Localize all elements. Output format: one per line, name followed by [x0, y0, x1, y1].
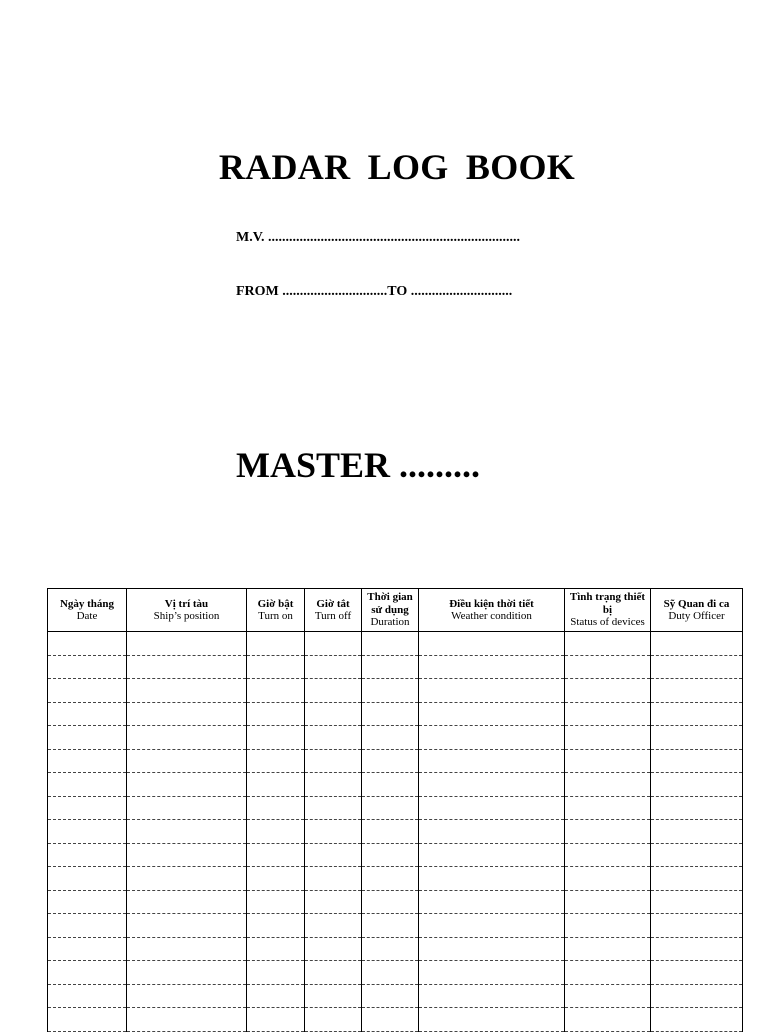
table-cell[interactable] — [247, 1008, 305, 1032]
table-cell[interactable] — [247, 632, 305, 656]
table-cell[interactable] — [247, 937, 305, 961]
table-cell[interactable] — [247, 867, 305, 891]
table-cell[interactable] — [565, 796, 651, 820]
table-cell[interactable] — [651, 961, 743, 985]
table-row — [48, 984, 743, 1008]
table-row — [48, 749, 743, 773]
table-cell[interactable] — [651, 867, 743, 891]
table-cell[interactable] — [419, 749, 565, 773]
table-cell[interactable] — [305, 749, 362, 773]
table-cell[interactable] — [362, 632, 419, 656]
table-cell[interactable] — [247, 843, 305, 867]
table-cell[interactable] — [651, 820, 743, 844]
column-header-en: Status of devices — [570, 616, 645, 629]
table-cell[interactable] — [419, 1008, 565, 1032]
column-header-turn-on — [247, 589, 305, 632]
table-cell[interactable] — [247, 890, 305, 914]
table-cell[interactable] — [48, 984, 127, 1008]
table-cell[interactable] — [48, 890, 127, 914]
table-cell[interactable] — [419, 702, 565, 726]
table-cell[interactable] — [362, 843, 419, 867]
table-row — [48, 890, 743, 914]
table-cell[interactable] — [247, 655, 305, 679]
table-cell[interactable] — [565, 679, 651, 703]
column-header-vn: Giờ tắt — [316, 597, 350, 610]
table-cell[interactable] — [419, 655, 565, 679]
table-cell[interactable] — [127, 867, 247, 891]
table-cell[interactable] — [48, 632, 127, 656]
table-cell[interactable] — [247, 961, 305, 985]
column-header-vn: Thời gian sử dụng — [367, 591, 413, 616]
table-cell[interactable] — [419, 820, 565, 844]
table-cell[interactable] — [48, 843, 127, 867]
table-cell[interactable] — [651, 843, 743, 867]
table-cell[interactable] — [48, 961, 127, 985]
column-header-duty-officer — [651, 589, 743, 632]
table-cell[interactable] — [651, 1008, 743, 1032]
table-cell[interactable] — [305, 890, 362, 914]
column-header-vn: Sỹ Quan đi ca — [663, 597, 730, 610]
table-row — [48, 796, 743, 820]
table-cell[interactable] — [127, 890, 247, 914]
table-cell[interactable] — [362, 773, 419, 797]
table-row — [48, 679, 743, 703]
table-cell[interactable] — [565, 961, 651, 985]
table-cell[interactable] — [565, 726, 651, 750]
table-cell[interactable] — [127, 820, 247, 844]
table-cell[interactable] — [48, 655, 127, 679]
table-row — [48, 726, 743, 750]
table-cell[interactable] — [362, 914, 419, 938]
table-cell[interactable] — [651, 796, 743, 820]
table-row — [48, 632, 743, 656]
table-cell[interactable] — [362, 961, 419, 985]
table-cell[interactable] — [127, 937, 247, 961]
table-cell[interactable] — [419, 726, 565, 750]
column-header-en: Weather condition — [451, 610, 532, 622]
table-cell[interactable] — [419, 843, 565, 867]
table-cell[interactable] — [305, 632, 362, 656]
column-header-vn: Tình trạng thiết bị — [569, 591, 646, 616]
column-header-date — [48, 589, 127, 632]
table-cell[interactable] — [419, 914, 565, 938]
table-cell[interactable] — [419, 773, 565, 797]
table-cell[interactable] — [127, 843, 247, 867]
table-cell[interactable] — [247, 796, 305, 820]
table-cell[interactable] — [127, 702, 247, 726]
voyage-from-to-field: FROM ..............................TO ............................. — [236, 284, 513, 299]
table-cell[interactable] — [247, 914, 305, 938]
table-cell[interactable] — [651, 984, 743, 1008]
column-header-en: Duty Officer — [668, 610, 725, 622]
table-cell[interactable] — [127, 961, 247, 985]
table-cell[interactable] — [651, 890, 743, 914]
column-header-turn-off — [305, 589, 362, 632]
table-cell[interactable] — [247, 984, 305, 1008]
table-cell[interactable] — [48, 726, 127, 750]
table-cell[interactable] — [305, 843, 362, 867]
column-header-en: Turn off — [314, 610, 352, 622]
table-cell[interactable] — [362, 702, 419, 726]
table-cell[interactable] — [305, 984, 362, 1008]
table-cell[interactable] — [362, 726, 419, 750]
table-cell[interactable] — [305, 796, 362, 820]
table-cell[interactable] — [419, 890, 565, 914]
table-cell[interactable] — [127, 749, 247, 773]
column-header-device-status — [565, 589, 651, 632]
table-cell[interactable] — [362, 796, 419, 820]
column-header-vn: Điều kiện thời tiết — [449, 597, 534, 610]
table-cell[interactable] — [305, 679, 362, 703]
table-cell[interactable] — [565, 890, 651, 914]
table-cell[interactable] — [565, 749, 651, 773]
table-cell[interactable] — [419, 632, 565, 656]
table-cell[interactable] — [305, 914, 362, 938]
table-cell[interactable] — [565, 937, 651, 961]
table-cell[interactable] — [48, 796, 127, 820]
table-cell[interactable] — [565, 773, 651, 797]
table-row — [48, 655, 743, 679]
table-cell[interactable] — [419, 961, 565, 985]
table-cell[interactable] — [247, 820, 305, 844]
table-cell[interactable] — [48, 749, 127, 773]
table-cell[interactable] — [362, 984, 419, 1008]
table-cell[interactable] — [651, 702, 743, 726]
document-title: RADAR LOG BOOK — [218, 147, 576, 187]
table-cell[interactable] — [305, 867, 362, 891]
table-cell[interactable] — [565, 984, 651, 1008]
table-cell[interactable] — [362, 679, 419, 703]
table-cell[interactable] — [565, 843, 651, 867]
column-header-vn: Vị trí tàu — [164, 597, 209, 610]
table-cell[interactable] — [247, 773, 305, 797]
table-row — [48, 1008, 743, 1032]
column-header-position — [127, 589, 247, 632]
table-cell[interactable] — [127, 914, 247, 938]
table-row — [48, 961, 743, 985]
table-cell[interactable] — [48, 702, 127, 726]
table-cell[interactable] — [362, 867, 419, 891]
table-cell[interactable] — [362, 890, 419, 914]
table-cell[interactable] — [127, 655, 247, 679]
table-cell[interactable] — [651, 773, 743, 797]
table-cell[interactable] — [419, 679, 565, 703]
table-cell[interactable] — [651, 726, 743, 750]
table-cell[interactable] — [651, 749, 743, 773]
table-cell[interactable] — [651, 937, 743, 961]
table-cell[interactable] — [362, 937, 419, 961]
master-name-field: MASTER ......... — [236, 445, 481, 485]
table-cell[interactable] — [48, 937, 127, 961]
table-cell[interactable] — [565, 632, 651, 656]
column-header-weather — [419, 589, 565, 632]
table-cell[interactable] — [419, 937, 565, 961]
column-header-duration — [362, 589, 419, 632]
table-cell[interactable] — [362, 749, 419, 773]
table-row — [48, 843, 743, 867]
table-cell[interactable] — [565, 867, 651, 891]
table-cell[interactable] — [419, 984, 565, 1008]
column-header-en: Date — [76, 610, 98, 622]
table-cell[interactable] — [419, 867, 565, 891]
table-cell[interactable] — [127, 679, 247, 703]
column-header-en: Ship’s position — [153, 610, 220, 622]
table-row — [48, 937, 743, 961]
table-row — [48, 820, 743, 844]
table-row — [48, 702, 743, 726]
table-cell[interactable] — [247, 679, 305, 703]
table-cell[interactable] — [305, 961, 362, 985]
column-header-en: Duration — [370, 616, 410, 629]
table-cell[interactable] — [305, 655, 362, 679]
table-header-row — [48, 589, 743, 632]
table-cell[interactable] — [127, 984, 247, 1008]
table-cell[interactable] — [305, 820, 362, 844]
radar-log-table — [47, 588, 743, 1032]
table-cell[interactable] — [651, 914, 743, 938]
table-cell[interactable] — [127, 796, 247, 820]
table-row — [48, 773, 743, 797]
table-cell[interactable] — [362, 655, 419, 679]
table-cell[interactable] — [565, 1008, 651, 1032]
table-cell[interactable] — [127, 773, 247, 797]
table-cell[interactable] — [305, 702, 362, 726]
table-cell[interactable] — [127, 1008, 247, 1032]
table-cell[interactable] — [419, 796, 565, 820]
table-cell[interactable] — [305, 937, 362, 961]
column-header-vn: Giờ bật — [257, 597, 294, 610]
table-cell[interactable] — [362, 820, 419, 844]
table-cell[interactable] — [247, 726, 305, 750]
table-row — [48, 914, 743, 938]
table-cell[interactable] — [362, 1008, 419, 1032]
vessel-name-field: M.V. ........................................................................ — [236, 230, 521, 245]
table-cell[interactable] — [48, 914, 127, 938]
table-cell[interactable] — [48, 773, 127, 797]
column-header-vn: Ngày tháng — [59, 597, 115, 610]
table-cell[interactable] — [651, 679, 743, 703]
table-cell[interactable] — [247, 702, 305, 726]
table-cell[interactable] — [305, 1008, 362, 1032]
table-cell[interactable] — [565, 914, 651, 938]
table-row — [48, 867, 743, 891]
table-cell[interactable] — [565, 702, 651, 726]
table-cell[interactable] — [651, 655, 743, 679]
table-cell[interactable] — [305, 773, 362, 797]
table-cell[interactable] — [651, 632, 743, 656]
table-cell[interactable] — [48, 820, 127, 844]
table-cell[interactable] — [48, 867, 127, 891]
table-cell[interactable] — [565, 820, 651, 844]
table-cell[interactable] — [127, 726, 247, 750]
table-cell[interactable] — [565, 655, 651, 679]
table-header — [48, 589, 743, 632]
table-cell[interactable] — [305, 726, 362, 750]
table-cell[interactable] — [48, 679, 127, 703]
table-cell[interactable] — [48, 1008, 127, 1032]
table-body — [48, 632, 743, 1032]
table-cell[interactable] — [247, 749, 305, 773]
column-header-en: Turn on — [258, 610, 293, 622]
table-cell[interactable] — [127, 632, 247, 656]
